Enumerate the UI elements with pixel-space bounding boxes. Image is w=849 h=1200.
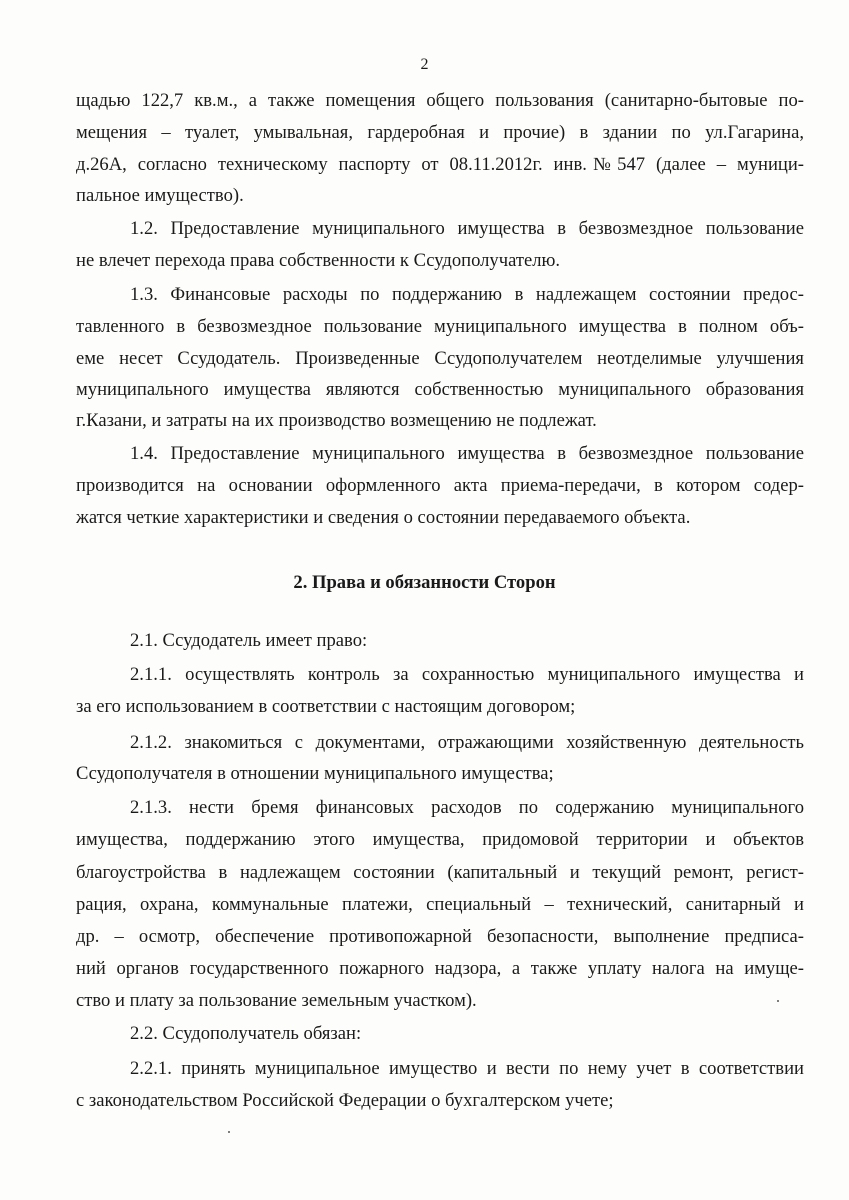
text-line: ство и плату за пользование земельным участком).	[76, 990, 477, 1011]
text-line: ний органов государственного пожарного надзора, а также уплату налога на имуще-	[76, 958, 804, 979]
text-line: рация, охрана, коммунальные платежи, специальный – технический, санитарный и	[76, 894, 804, 915]
text-line: 2.2.1. принять муниципальное имущество и вести по нему учет в соответствии	[130, 1058, 804, 1079]
page-number: 2	[420, 56, 429, 73]
text-line: г.Казани, и затраты на их производство возмещению не подлежат.	[76, 410, 597, 431]
text-line: тавленного в безвозмездное пользование муниципального имущества в полном объ-	[76, 316, 804, 337]
text-line: д.26А, согласно техническому паспорту от 08.11.2012г. инв.№547 (далее – муници-	[76, 154, 804, 175]
text-line: 2.2. Ссудополучатель обязан:	[130, 1023, 362, 1044]
text-line: 1.3. Финансовые расходы по поддержанию в надлежащем состоянии предос-	[130, 284, 804, 305]
text-line: мещения – туалет, умывальная, гардеробная и прочие) в здании по ул.Гагарина,	[76, 122, 804, 143]
text-line: 2.1.3. нести бремя финансовых расходов по содержанию муниципального	[130, 797, 804, 818]
text-line: 1.4. Предоставление муниципального имущества в безвозмездное пользование	[130, 443, 804, 464]
text-line: 2.1.1. осуществлять контроль за сохранностью муниципального имущества и	[130, 664, 804, 685]
text-line: производится на основании оформленного акта приема-передачи, в котором содер-	[76, 475, 804, 496]
text-line: с законодательством Российской Федерации о бухгалтерском учете;	[76, 1090, 614, 1111]
scan-speck	[777, 1000, 779, 1002]
text-line: 2.1.2. знакомиться с документами, отражающими хозяйственную деятельность	[130, 732, 804, 753]
text-line: пальное имущество).	[76, 185, 244, 206]
text-line: жатся четкие характеристики и сведения о состоянии передаваемого объекта.	[76, 507, 691, 528]
section-heading: 2. Права и обязанности Сторон	[293, 572, 556, 593]
text-line: 2.1. Ссудодатель имеет право:	[130, 630, 368, 651]
text-line: щадью 122,7 кв.м., а также помещения общего пользования (санитарно-бытовые по-	[76, 90, 804, 111]
text-line: др. – осмотр, обеспечение противопожарной безопасности, выполнение предписа-	[76, 926, 804, 947]
text-line: еме несет Ссудодатель. Произведенные Ссудополучателем неотделимые улучшения	[76, 348, 804, 369]
text-line: за его использованием в соответствии с настоящим договором;	[76, 696, 576, 717]
text-line: не влечет перехода права собственности к Ссудополучателю.	[76, 250, 561, 271]
text-line: благоустройства в надлежащем состоянии (капитальный и текущий ремонт, регист-	[76, 862, 804, 883]
text-line: Ссудополучателя в отношении муниципального имущества;	[76, 763, 554, 784]
text-line: 1.2. Предоставление муниципального имущества в безвозмездное пользование	[130, 218, 804, 239]
text-line: имущества, поддержанию этого имущества, придомовой территории и объектов	[76, 829, 804, 850]
scan-speck	[228, 1131, 230, 1133]
text-line: муниципального имущества являются собственностью муниципального образования	[76, 379, 804, 400]
